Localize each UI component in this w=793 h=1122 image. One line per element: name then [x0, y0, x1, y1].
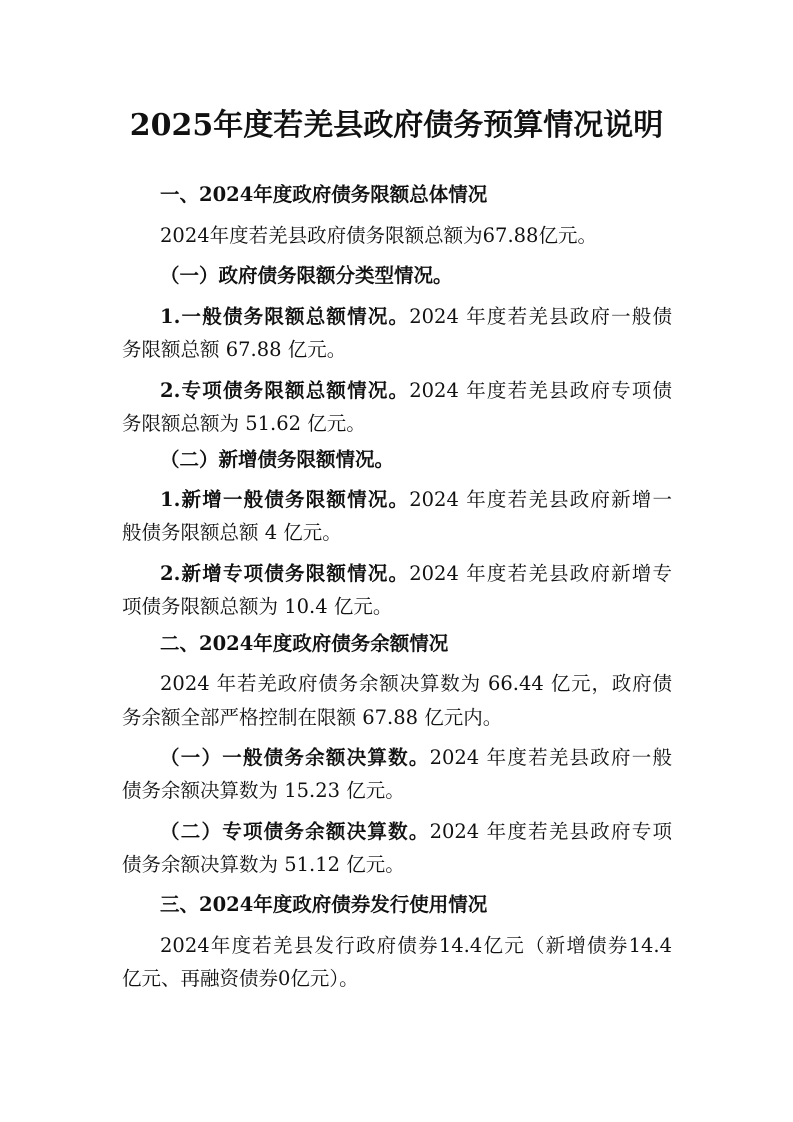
- section-1-item-2-label: 2.专项债务限额总额情况。: [160, 379, 410, 402]
- section-2-paragraph-line-2: 务余额全部严格控制在限额 67.88 亿元内。: [122, 706, 503, 729]
- section-2-sub-1-line-1: [160, 743, 672, 773]
- section-1-subheading-1: （一）政府债务限额分类型情况。: [160, 264, 453, 287]
- section-1-subheading-2: （二）新增债务限额情况。: [160, 448, 395, 471]
- section-1-item-1-line-1: [160, 302, 672, 332]
- section-2-sub-1-line-2: 债务余额决算数为 15.23 亿元。: [122, 779, 405, 802]
- section-2-sub-2-line-2: 债务余额决算数为 51.12 亿元。: [122, 853, 405, 876]
- section-1-paragraph: 2024年度若羌县政府债务限额总额为67.88亿元。: [160, 224, 597, 247]
- section-2-sub-1-label: （一）一般债务余额决算数。: [160, 746, 430, 769]
- section-1-item-3-text: 2024 年度若羌县政府新增一: [409, 488, 673, 511]
- section-1-item-4-line-2: 项债务限额总额为 10.4 亿元。: [122, 595, 393, 618]
- section-1-item-1-label: 1.一般债务限额总额情况。: [160, 305, 410, 328]
- section-1-item-1-text: 2024 年度若羌县政府一般债: [409, 305, 673, 328]
- section-1-item-4-label: 2.新增专项债务限额情况。: [160, 562, 410, 585]
- section-3-paragraph-line-1: 2024年度若羌县发行政府债券14.4亿元（新增债券14.4: [160, 934, 672, 957]
- section-1-heading: 一、2024年度政府债务限额总体情况: [160, 183, 488, 206]
- section-3-heading: 三、2024年度政府债券发行使用情况: [160, 893, 488, 916]
- section-2-sub-2-line-1: [160, 817, 672, 847]
- section-2-heading: 二、2024年度政府债务余额情况: [160, 632, 449, 655]
- section-1-item-3-line-2: 般债务限额总额 4 亿元。: [122, 521, 342, 544]
- section-1-item-4-line-1: [160, 559, 672, 589]
- section-2-paragraph-line-1: 2024 年若羌政府债务余额决算数为 66.44 亿元，政府债: [160, 672, 672, 695]
- page-title: 2025年度若羌县政府债务预算情况说明: [129, 108, 664, 143]
- section-1-item-4-text: 2024 年度若羌县政府新增专: [409, 562, 673, 585]
- section-2-sub-2-text: 2024 年度若羌县政府专项: [429, 820, 672, 843]
- section-1-item-3-line-1: [160, 485, 672, 515]
- section-1-item-1-line-2: 务限额总额 67.88 亿元。: [122, 338, 347, 361]
- section-2-sub-2-label: （二）专项债务余额决算数。: [160, 820, 430, 843]
- section-1-item-3-label: 1.新增一般债务限额情况。: [160, 488, 410, 511]
- section-3-paragraph-line-2: 亿元、再融资债券0亿元）。: [122, 967, 359, 990]
- section-1-item-2-text: 2024 年度若羌县政府专项债: [409, 379, 673, 402]
- section-1-item-2-line-1: [160, 376, 672, 406]
- section-2-sub-1-text: 2024 年度若羌县政府一般: [429, 746, 672, 769]
- section-1-item-2-line-2: 务限额总额为 51.62 亿元。: [122, 412, 366, 435]
